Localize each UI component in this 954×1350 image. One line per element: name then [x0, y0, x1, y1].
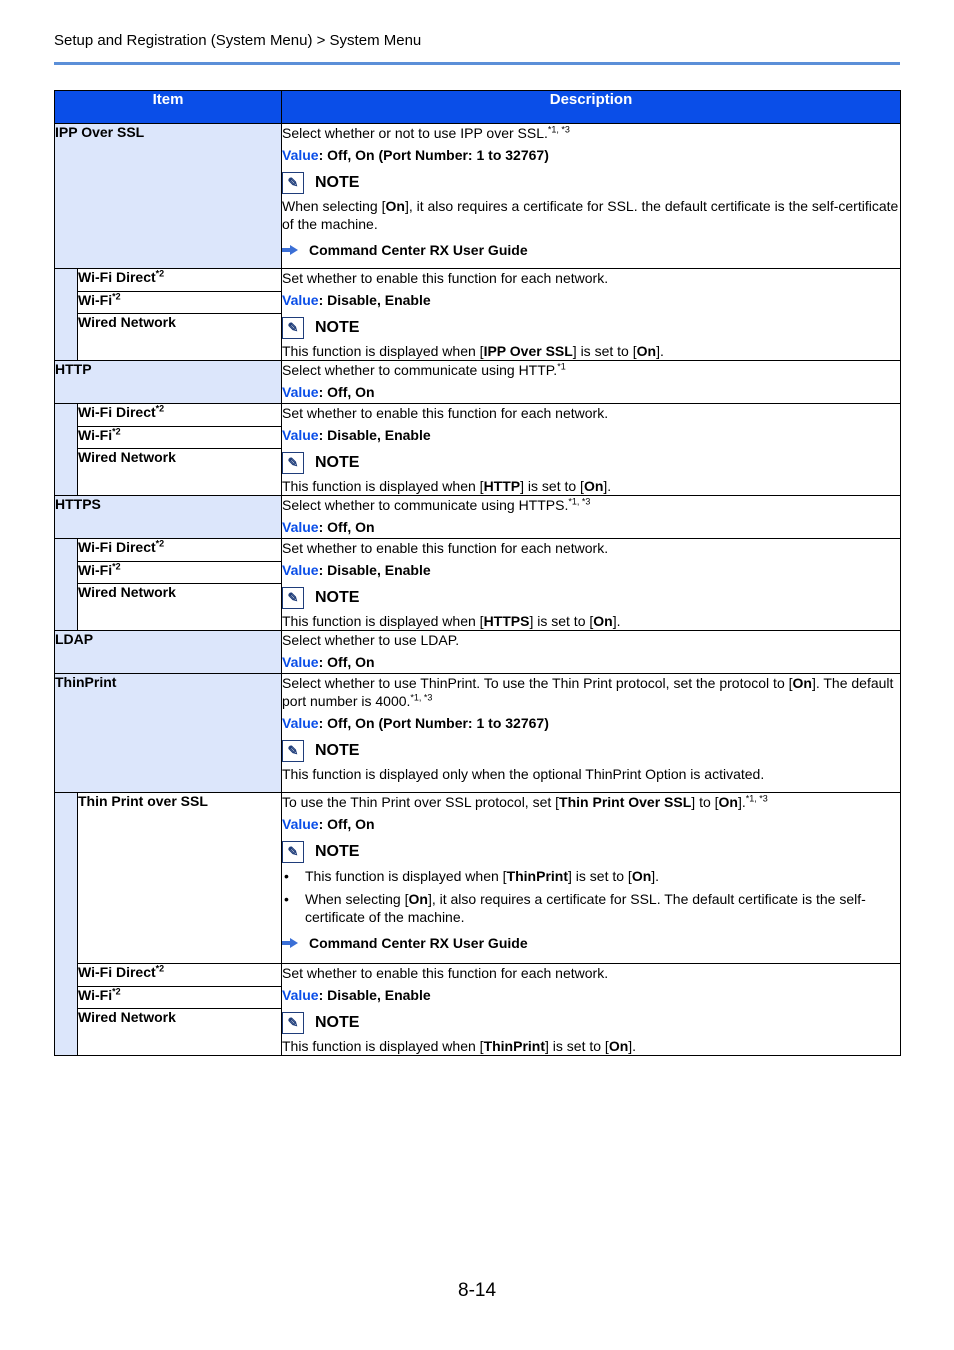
value-line: Value: Off, On (Port Number: 1 to 32767): [282, 715, 549, 731]
subitem-wired-network: Wired Network: [78, 1009, 282, 1056]
page-number: 8-14: [458, 1280, 497, 1301]
indent-gutter: [55, 539, 78, 631]
item-ldap: LDAP: [55, 631, 282, 674]
table-row: [55, 124, 901, 269]
description-text: Set whether to enable this function for each network.: [282, 405, 609, 421]
arrow-right-icon: [282, 245, 298, 255]
note-heading: ✎ NOTE: [282, 1012, 900, 1034]
note-text: This function is displayed when [ThinPrint] is set to [On].: [282, 1038, 637, 1054]
description-text: Set whether to enable this function for each network.: [282, 270, 609, 286]
note-bullets: [282, 867, 900, 926]
table-row: [55, 793, 901, 964]
breadcrumb: Setup and Registration (System Menu) > System Menu: [54, 32, 422, 49]
table-row: [55, 539, 901, 562]
note-icon: ✎: [282, 587, 304, 609]
note-heading: ✎ NOTE: [282, 452, 900, 474]
header-rule: [54, 62, 900, 65]
item-ipp-over-ssl: IPP Over SSL: [55, 124, 282, 269]
note-icon: ✎: [282, 740, 304, 762]
description-text: Set whether to enable this function for each network.: [282, 965, 609, 981]
subitem-wifi: Wi-Fi$^{*2}$: [78, 426, 282, 449]
column-header-description: Description: [282, 91, 901, 124]
description-text: Select whether to communicate using HTTP.: [282, 362, 558, 378]
subitem-wifi-direct: Wi-Fi Direct$^{*2}$: [78, 964, 282, 987]
note-text: When selecting [On], it also requires a certificate for SSL. the default certificate is the self-certificate of the machine.: [282, 198, 899, 232]
table-row: [55, 674, 901, 793]
item-http: HTTP: [55, 361, 282, 404]
item-thinprint: ThinPrint: [55, 674, 282, 793]
value-line: Value: Off, On: [282, 519, 375, 535]
description-cell: [282, 269, 901, 361]
description-cell: Select whether or not to use IPP over SSL.$^{*1, *3}$ Value: Off, On (Port Number: 1 to 32767) ✎ NOTE When selecting [On], it also requires a certificate for SSL. the default certificate is the self-certificate of the machine. Command Center RX User Guide: [282, 124, 901, 269]
description-text: Set whether to enable this function for each network.: [282, 540, 609, 556]
note-icon: ✎: [282, 172, 304, 194]
note-heading: ✎ NOTE: [282, 172, 900, 194]
description-cell: [282, 404, 901, 496]
reference-link[interactable]: Command Center RX User Guide: [282, 241, 900, 259]
value-line: Value: Disable, Enable: [282, 562, 431, 578]
description-text: Select whether to communicate using HTTPS.: [282, 497, 569, 513]
description-cell: [282, 631, 901, 674]
table-row: [55, 404, 901, 427]
subitem-wifi-direct: Wi-Fi Direct$^{*2}$: [78, 269, 282, 292]
description-cell: Select whether to communicate using HTTP.$^{*1}$ Value: Off, On: [282, 361, 901, 404]
table-row: [55, 631, 901, 674]
subitem-wifi: Wi-Fi$^{*2}$: [78, 291, 282, 314]
note-icon: ✎: [282, 841, 304, 863]
description-cell: Select whether to communicate using HTTPS.$^{*1, *3}$ Value: Off, On: [282, 496, 901, 539]
description-text: Select whether to use ThinPrint. To use the Thin Print protocol, set the protocol to [On]. The default port number is 4000.$^{*1, *3}$: [282, 675, 894, 709]
value-line: Value: Off, On: [282, 654, 375, 670]
value-line: Value: Off, On: [282, 384, 375, 400]
description-text: Select whether or not to use IPP over SSL.: [282, 125, 548, 141]
description-cell: [282, 674, 901, 793]
indent-gutter: [55, 269, 78, 361]
settings-table: [54, 90, 901, 1056]
description-cell: [282, 793, 901, 964]
description-text: To use the Thin Print over SSL protocol, set [Thin Print Over SSL] to [On].$^{*1, *3}$: [282, 793, 768, 810]
indent-gutter: [55, 404, 78, 496]
list-item: • When selecting [On], it also requires a certificate for SSL. The default certificate is the self-certificate of the machine.: [282, 890, 900, 926]
subitem-wired-network: Wired Network: [78, 314, 282, 361]
value-line: Value: Disable, Enable: [282, 292, 431, 308]
value-line: Value: Off, On (Port Number: 1 to 32767): [282, 147, 549, 163]
table-row: [55, 269, 901, 292]
note-icon: ✎: [282, 317, 304, 339]
subitem-thin-print-over-ssl: Thin Print over SSL: [78, 793, 282, 964]
note-text: This function is displayed when [HTTP] is set to [On].: [282, 478, 612, 494]
reference-link[interactable]: Command Center RX User Guide: [282, 934, 900, 952]
subitem-wifi: Wi-Fi$^{*2}$: [78, 986, 282, 1009]
subitem-wifi-direct: Wi-Fi Direct$^{*2}$: [78, 404, 282, 427]
description-cell: [282, 964, 901, 1056]
note-heading: ✎ NOTE: [282, 317, 900, 339]
description-cell: [282, 539, 901, 631]
note-text: This function is displayed when [HTTPS] is set to [On].: [282, 613, 621, 629]
value-line: Value: Off, On: [282, 816, 375, 832]
item-https: HTTPS: [55, 496, 282, 539]
note-heading: ✎ NOTE: [282, 841, 900, 863]
indent-gutter: [55, 793, 78, 1056]
subitem-wired-network: Wired Network: [78, 449, 282, 496]
note-heading: ✎ NOTE: [282, 740, 900, 762]
value-line: Value: Disable, Enable: [282, 427, 431, 443]
subitem-wifi: Wi-Fi$^{*2}$: [78, 561, 282, 584]
description-text: Select whether to use LDAP.: [282, 632, 460, 648]
note-text: This function is displayed only when the optional ThinPrint Option is activated.: [282, 766, 765, 782]
note-heading: ✎ NOTE: [282, 587, 900, 609]
note-icon: ✎: [282, 452, 304, 474]
subitem-wired-network: Wired Network: [78, 584, 282, 631]
value-line: Value: Disable, Enable: [282, 987, 431, 1003]
note-text: This function is displayed when [IPP Over SSL] is set to [On].: [282, 343, 664, 359]
column-header-item: Item: [55, 91, 282, 124]
note-icon: ✎: [282, 1012, 304, 1034]
table-row: [55, 964, 901, 987]
list-item: • This function is displayed when [ThinPrint] is set to [On].: [282, 867, 900, 885]
arrow-right-icon: [282, 938, 298, 948]
table-row: [55, 361, 901, 404]
table-row: [55, 496, 901, 539]
table-header-row: [55, 91, 901, 124]
subitem-wifi-direct: Wi-Fi Direct$^{*2}$: [78, 539, 282, 562]
